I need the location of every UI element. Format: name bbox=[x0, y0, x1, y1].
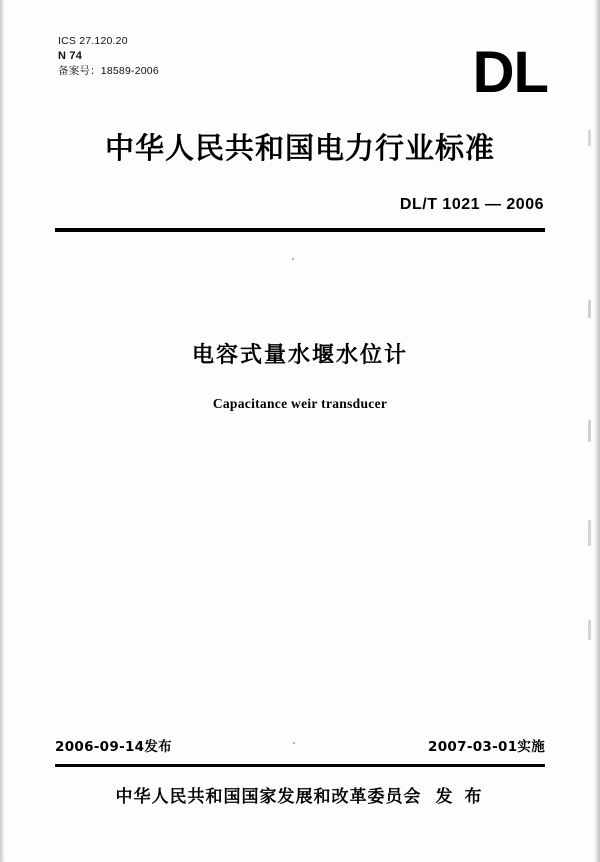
divider-top bbox=[55, 228, 545, 232]
implementation-date: 2007-03-01实施 bbox=[428, 739, 545, 755]
scan-speck bbox=[588, 420, 591, 442]
scan-edge-left bbox=[0, 0, 6, 862]
issue-date: 2006-09-14发布 bbox=[55, 739, 172, 755]
scan-edge-right bbox=[593, 0, 600, 862]
cover-content bbox=[52, 0, 548, 862]
divider-bottom bbox=[55, 764, 545, 767]
dl-logo: DL bbox=[472, 40, 548, 105]
scan-speck bbox=[588, 520, 591, 546]
page-title: 中华人民共和国电力行业标准 bbox=[104, 131, 495, 165]
subject-title-en: Capacitance weir transducer bbox=[212, 396, 388, 411]
publisher-organization: 中华人民共和国国家发展和改革委员会 bbox=[115, 787, 422, 807]
ics-code: ICS 27.120.20 bbox=[58, 35, 128, 47]
scan-speck bbox=[588, 300, 591, 318]
ics-header-block bbox=[58, 34, 159, 79]
record-number: 备案号：18589-2006 bbox=[58, 65, 159, 77]
scan-speck bbox=[588, 130, 591, 146]
subject-title-cn: 电容式量水堰水位计 bbox=[191, 343, 408, 368]
scan-speck bbox=[588, 620, 591, 640]
standard-number: DL/T 1021 — 2006 bbox=[399, 196, 544, 213]
publisher-verb: 发 布 bbox=[435, 787, 485, 807]
classification-code: N 74 bbox=[58, 50, 83, 62]
publisher-line bbox=[52, 782, 548, 807]
